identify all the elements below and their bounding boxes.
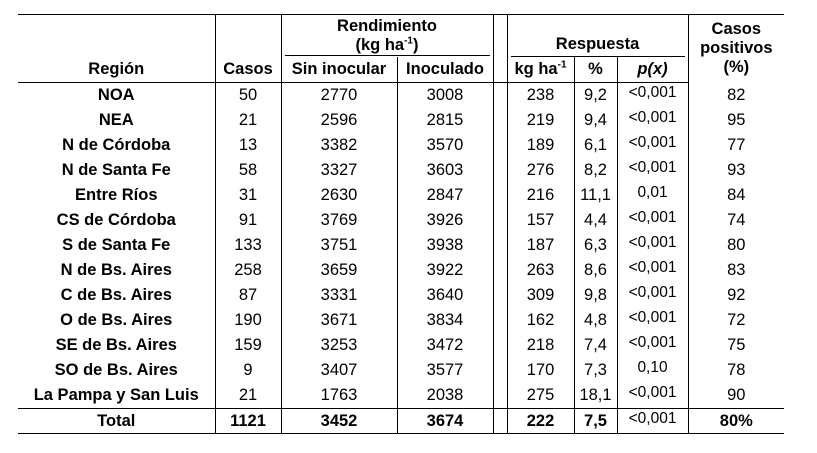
row-inoculado: 3603 (397, 158, 493, 183)
row-gap (493, 133, 507, 158)
row-region: La Pampa y San Luis (33, 386, 199, 404)
gap-header-2 (493, 57, 507, 83)
region-header-spacer (18, 15, 215, 58)
row-inoculado: 3938 (397, 233, 493, 258)
row-region: SE de Bs. Aires (55, 336, 177, 354)
row-inoculado: 2815 (397, 108, 493, 133)
table-row (18, 383, 784, 409)
row-kg-ha: 189 (507, 133, 574, 158)
row-inoculado: 2038 (397, 383, 493, 409)
row-p-value (617, 283, 688, 308)
row-p-value (617, 308, 688, 333)
row-p-value (617, 358, 688, 383)
row-sin-inocular: 3407 (281, 358, 397, 383)
row-sin-inocular: 3382 (281, 133, 397, 158)
row-casos-positivos: 90 (688, 383, 784, 409)
row-pct: 9,8 (574, 283, 617, 308)
total-pct: 7,5 (574, 409, 617, 434)
sin-inocular-header: Sin inocular (281, 57, 397, 83)
row-gap (493, 358, 507, 383)
row-pct: 4,4 (574, 208, 617, 233)
p-value-text: 0,10 (637, 359, 668, 376)
row-casos-positivos: 72 (688, 308, 784, 333)
row-inoculado: 3926 (397, 208, 493, 233)
casos-header-spacer (215, 15, 281, 58)
row-casos: 159 (215, 333, 281, 358)
row-kg-ha: 216 (507, 183, 574, 208)
row-kg-ha: 162 (507, 308, 574, 333)
p-value-text: <0,001 (628, 109, 677, 126)
row-p-value (617, 258, 688, 283)
row-gap (493, 283, 507, 308)
row-kg-ha: 275 (507, 383, 574, 409)
p-value-text: <0,001 (628, 259, 677, 276)
table-row (18, 83, 784, 109)
table-row (18, 333, 784, 358)
row-casos: 21 (215, 383, 281, 409)
row-inoculado: 3922 (397, 258, 493, 283)
row-p-value (617, 333, 688, 358)
row-sin-inocular: 2770 (281, 83, 397, 109)
row-sin-inocular: 3327 (281, 158, 397, 183)
row-casos: 190 (215, 308, 281, 333)
total-inoculado: 3674 (397, 409, 493, 434)
row-pct: 11,1 (574, 183, 617, 208)
row-kg-ha: 157 (507, 208, 574, 233)
row-sin-inocular: 3751 (281, 233, 397, 258)
row-kg-ha: 263 (507, 258, 574, 283)
row-sin-inocular: 3331 (281, 283, 397, 308)
gap-header (493, 15, 507, 58)
table-row (18, 183, 784, 208)
row-inoculado: 3472 (397, 333, 493, 358)
row-inoculado: 2847 (397, 183, 493, 208)
total-p-value: <0,001 (617, 409, 688, 434)
row-casos-positivos: 78 (688, 358, 784, 383)
row-gap (493, 108, 507, 133)
row-inoculado: 3640 (397, 283, 493, 308)
row-casos-positivos: 80 (688, 233, 784, 258)
row-casos-positivos: 92 (688, 283, 784, 308)
row-kg-ha: 187 (507, 233, 574, 258)
total-sin-inocular: 3452 (281, 409, 397, 434)
row-sin-inocular: 3253 (281, 333, 397, 358)
row-gap (493, 158, 507, 183)
row-gap (493, 333, 507, 358)
p-value-text: <0,001 (628, 159, 677, 176)
row-pct: 7,3 (574, 358, 617, 383)
row-casos: 21 (215, 108, 281, 133)
row-kg-ha: 218 (507, 333, 574, 358)
table-row (18, 258, 784, 283)
row-casos-positivos: 83 (688, 258, 784, 283)
row-sin-inocular: 3671 (281, 308, 397, 333)
row-pct: 9,2 (574, 83, 617, 109)
row-sin-inocular: 2630 (281, 183, 397, 208)
row-pct: 18,1 (574, 383, 617, 409)
row-kg-ha: 238 (507, 83, 574, 109)
row-region: Entre Ríos (74, 186, 158, 204)
casos-positivos-header: Casos positivos (%) (688, 15, 784, 83)
header-row-bottom (18, 57, 784, 83)
row-casos: 31 (215, 183, 281, 208)
row-casos-positivos: 95 (688, 108, 784, 133)
row-region: NEA (98, 111, 134, 129)
row-kg-ha: 309 (507, 283, 574, 308)
row-gap (493, 308, 507, 333)
row-sin-inocular: 2596 (281, 108, 397, 133)
row-p-value (617, 208, 688, 233)
row-p-value (617, 233, 688, 258)
casos-header: Casos (215, 57, 281, 83)
row-casos: 87 (215, 283, 281, 308)
row-sin-inocular: 3769 (281, 208, 397, 233)
row-gap (493, 208, 507, 233)
row-gap (493, 183, 507, 208)
total-kg-ha: 222 (507, 409, 574, 434)
row-pct: 6,3 (574, 233, 617, 258)
row-casos: 133 (215, 233, 281, 258)
row-p-value (617, 83, 688, 109)
row-gap (493, 233, 507, 258)
row-region: S de Santa Fe (62, 236, 171, 254)
table-row (18, 133, 784, 158)
row-p-value (617, 383, 688, 409)
row-p-value (617, 158, 688, 183)
row-inoculado: 3834 (397, 308, 493, 333)
row-inoculado: 3577 (397, 358, 493, 383)
row-kg-ha: 219 (507, 108, 574, 133)
row-region: N de Córdoba (62, 136, 171, 154)
results-table (18, 14, 784, 434)
pct-header: % (574, 57, 617, 83)
region-header: Región (18, 57, 215, 83)
row-pct: 7,4 (574, 333, 617, 358)
row-pct: 6,1 (574, 133, 617, 158)
total-casos: 1121 (215, 409, 281, 434)
table-row (18, 108, 784, 133)
p-value-text: <0,001 (628, 284, 677, 301)
respuesta-header: Respuesta (507, 15, 688, 58)
kg-ha-header: kg $ha^{-1}$ (507, 57, 574, 83)
p-value-text: <0,001 (628, 234, 677, 251)
row-inoculado: 3008 (397, 83, 493, 109)
table-row (18, 158, 784, 183)
row-p-value (617, 183, 688, 208)
row-casos-positivos: 93 (688, 158, 784, 183)
row-sin-inocular: 3659 (281, 258, 397, 283)
rendimiento-header: Rendimiento (kg $ha^{-1}$) (281, 15, 493, 58)
row-region: O de Bs. Aires (60, 311, 173, 329)
row-gap (493, 258, 507, 283)
p-value-text: <0,001 (628, 384, 677, 401)
p-value-text: <0,001 (628, 334, 677, 351)
row-inoculado: 3570 (397, 133, 493, 158)
row-region: NOA (97, 86, 135, 104)
row-kg-ha: 170 (507, 358, 574, 383)
p-value-text: 0,01 (637, 184, 668, 201)
row-casos: 58 (215, 158, 281, 183)
row-region: N de Bs. Aires (60, 261, 172, 279)
row-pct: 8,6 (574, 258, 617, 283)
row-sin-inocular: 1763 (281, 383, 397, 409)
table-row (18, 308, 784, 333)
row-kg-ha: 276 (507, 158, 574, 183)
total-region: Total (18, 409, 215, 434)
table-row (18, 233, 784, 258)
p-value-text: <0,001 (628, 209, 677, 226)
row-casos: 13 (215, 133, 281, 158)
row-casos-positivos: 75 (688, 333, 784, 358)
row-pct: 8,2 (574, 158, 617, 183)
total-casos-positivos: 80% (688, 409, 784, 434)
row-region: SO de Bs. Aires (54, 361, 178, 379)
row-pct: 9,4 (574, 108, 617, 133)
row-casos-positivos: 84 (688, 183, 784, 208)
row-p-value (617, 108, 688, 133)
row-casos: 91 (215, 208, 281, 233)
total-row (18, 409, 784, 434)
row-pct: 4,8 (574, 308, 617, 333)
row-region: N de Santa Fe (61, 161, 171, 179)
row-casos-positivos: 82 (688, 83, 784, 109)
total-gap (493, 409, 507, 434)
header-row-top (18, 15, 784, 58)
row-region: CS de Córdoba (56, 211, 176, 229)
row-casos: 258 (215, 258, 281, 283)
p-value-text: <0,001 (628, 309, 677, 326)
row-casos: 9 (215, 358, 281, 383)
row-casos: 50 (215, 83, 281, 109)
table-row (18, 358, 784, 383)
row-p-value (617, 133, 688, 158)
p-value-header: p(x) (617, 57, 688, 83)
row-region: C de Bs. Aires (60, 286, 172, 304)
table-body (18, 83, 784, 409)
table-row (18, 208, 784, 233)
table-row (18, 283, 784, 308)
inoculado-header: Inoculado (397, 57, 493, 83)
row-casos-positivos: 74 (688, 208, 784, 233)
p-value-text: <0,001 (628, 84, 677, 101)
row-gap (493, 383, 507, 409)
row-casos-positivos: 77 (688, 133, 784, 158)
p-value-text: <0,001 (628, 134, 677, 151)
row-gap (493, 83, 507, 109)
